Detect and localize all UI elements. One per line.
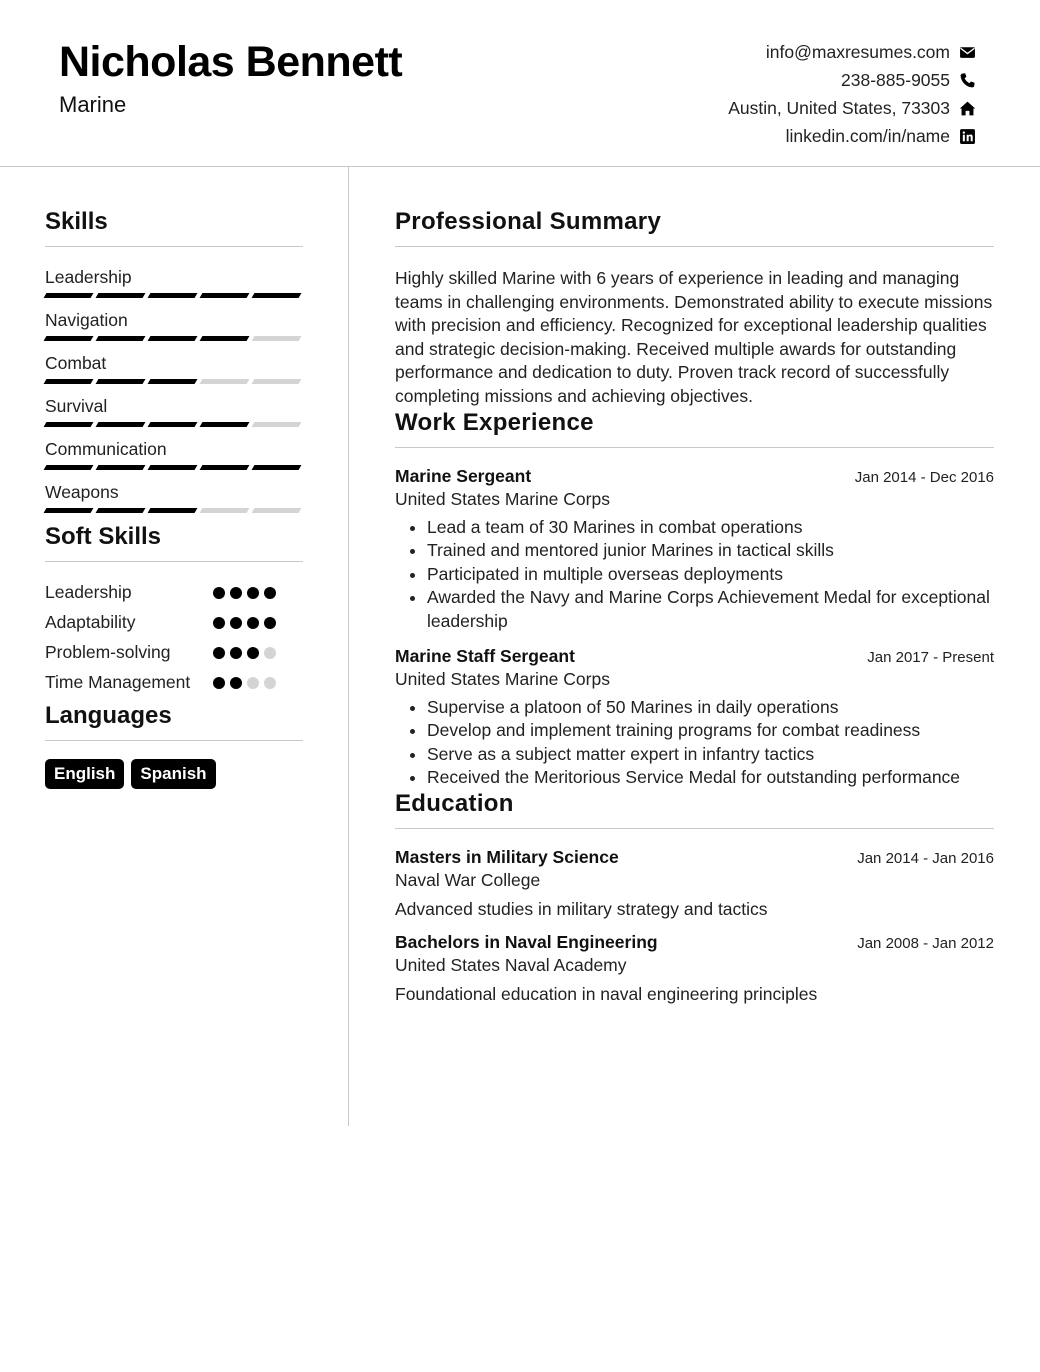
job-organization: United States Marine Corps bbox=[395, 668, 610, 689]
languages-heading: Languages bbox=[45, 702, 303, 741]
education-heading: Education bbox=[395, 790, 994, 829]
column-divider bbox=[348, 166, 349, 1126]
languages-list bbox=[45, 759, 303, 789]
rating-dot bbox=[264, 647, 276, 659]
job-bullet: • Trained and mentored junior Marines in tactical skills bbox=[427, 539, 994, 563]
skill-item bbox=[45, 480, 303, 523]
rating-dot bbox=[264, 587, 276, 599]
skill-level-segment bbox=[44, 293, 94, 298]
contact-location bbox=[728, 94, 976, 122]
skill-level-segment bbox=[252, 293, 302, 298]
school-name: United States Naval Academy bbox=[395, 954, 627, 975]
job-bullet: • Received the Meritorious Service Medal for outstanding performance bbox=[427, 766, 994, 790]
candidate-title: Marine bbox=[59, 92, 127, 117]
education-header bbox=[395, 932, 994, 953]
job-bullet: • Supervise a platoon of 50 Marines in daily operations bbox=[427, 696, 994, 720]
contact-email-text: info@maxresumes.com bbox=[765, 41, 950, 62]
skill-item bbox=[45, 437, 303, 480]
skill-level-segment bbox=[200, 379, 250, 384]
resume-header bbox=[0, 0, 1040, 167]
language-badge: Spanish bbox=[131, 759, 215, 789]
skill-level-segment bbox=[44, 465, 94, 470]
contact-linkedin[interactable] bbox=[728, 122, 976, 150]
skill-level-segment bbox=[200, 422, 250, 427]
envelope-icon bbox=[958, 43, 976, 61]
job-bullet: • Develop and implement training programs for combat readiness bbox=[427, 719, 994, 743]
skill-item bbox=[45, 351, 303, 394]
soft-skill-rating bbox=[213, 580, 276, 599]
skill-level-segment bbox=[252, 379, 302, 384]
skill-level-segment bbox=[252, 465, 302, 470]
skill-level-segment bbox=[96, 508, 146, 513]
contact-location-text: Austin, United States, 73303 bbox=[728, 97, 950, 118]
job-organization: United States Marine Corps bbox=[395, 488, 610, 509]
skill-level-bar bbox=[45, 422, 303, 427]
education-entry bbox=[395, 847, 994, 920]
skill-level-segment bbox=[148, 422, 198, 427]
summary-heading: Professional Summary bbox=[395, 208, 994, 247]
skills-list bbox=[45, 265, 303, 523]
skill-level-bar bbox=[45, 508, 303, 513]
soft-skill-item bbox=[45, 580, 303, 610]
contact-phone[interactable] bbox=[728, 66, 976, 94]
job-bullets bbox=[395, 516, 994, 634]
experience-list bbox=[395, 466, 994, 790]
job-entry bbox=[395, 646, 994, 790]
skill-item bbox=[45, 394, 303, 437]
soft-skill-name: Time Management bbox=[45, 672, 191, 692]
rating-dot bbox=[247, 677, 259, 689]
degree-name: Masters in Military Science bbox=[395, 846, 619, 867]
skill-level-segment bbox=[200, 293, 250, 298]
soft-skill-item bbox=[45, 610, 303, 640]
linkedin-icon bbox=[958, 127, 976, 145]
job-title: Marine Staff Sergeant bbox=[395, 645, 575, 666]
soft-skill-rating bbox=[213, 640, 276, 659]
soft-skill-rating bbox=[213, 670, 276, 689]
skill-level-segment bbox=[252, 508, 302, 513]
rating-dot bbox=[230, 647, 242, 659]
skill-level-bar bbox=[45, 465, 303, 470]
rating-dot bbox=[230, 617, 242, 629]
soft-skill-name: Leadership bbox=[45, 582, 132, 602]
rating-dot bbox=[213, 587, 225, 599]
soft-skill-item bbox=[45, 640, 303, 670]
skill-level-segment bbox=[96, 379, 146, 384]
skill-level-bar bbox=[45, 293, 303, 298]
skill-item bbox=[45, 265, 303, 308]
skill-level-segment bbox=[252, 422, 302, 427]
education-header bbox=[395, 847, 994, 868]
soft-skill-name: Adaptability bbox=[45, 612, 136, 632]
soft-skills-heading: Soft Skills bbox=[45, 523, 303, 562]
school-name: Naval War College bbox=[395, 869, 541, 890]
job-header bbox=[395, 646, 994, 667]
soft-skill-name: Problem-solving bbox=[45, 642, 171, 662]
job-dates: Jan 2014 - Dec 2016 bbox=[854, 468, 994, 486]
skill-level-segment bbox=[44, 508, 94, 513]
contact-linkedin-text: linkedin.com/in/name bbox=[785, 125, 950, 146]
rating-dot bbox=[213, 617, 225, 629]
job-bullet: • Serve as a subject matter expert in infantry tactics bbox=[427, 743, 994, 767]
skill-level-segment bbox=[200, 465, 250, 470]
rating-dot bbox=[230, 587, 242, 599]
skills-heading: Skills bbox=[45, 208, 303, 247]
skill-name: Survival bbox=[45, 396, 108, 416]
skill-level-segment bbox=[148, 465, 198, 470]
skill-name: Combat bbox=[45, 353, 107, 373]
rating-dot bbox=[213, 677, 225, 689]
phone-icon bbox=[958, 71, 976, 89]
rating-dot bbox=[247, 587, 259, 599]
rating-dot bbox=[247, 617, 259, 629]
skill-level-bar bbox=[45, 379, 303, 384]
job-bullet: • Lead a team of 30 Marines in combat operations bbox=[427, 516, 994, 540]
education-dates: Jan 2008 - Jan 2012 bbox=[857, 934, 994, 952]
left-column bbox=[45, 208, 303, 789]
rating-dot bbox=[213, 647, 225, 659]
language-badge: English bbox=[45, 759, 124, 789]
contact-list bbox=[728, 38, 976, 150]
job-entry bbox=[395, 466, 994, 634]
job-bullets bbox=[395, 696, 994, 790]
degree-name: Bachelors in Naval Engineering bbox=[395, 931, 658, 952]
education-description: Advanced studies in military strategy and tactics bbox=[395, 898, 768, 919]
rating-dot bbox=[264, 617, 276, 629]
job-header bbox=[395, 466, 994, 487]
job-bullet: • Participated in multiple overseas deployments bbox=[427, 563, 994, 587]
contact-email[interactable] bbox=[728, 38, 976, 66]
skill-level-segment bbox=[44, 336, 94, 341]
skill-level-bar bbox=[45, 336, 303, 341]
rating-dot bbox=[264, 677, 276, 689]
skill-name: Weapons bbox=[45, 482, 119, 502]
skill-level-segment bbox=[148, 293, 198, 298]
candidate-name: Nicholas Bennett bbox=[59, 38, 403, 86]
job-bullet: • Awarded the Navy and Marine Corps Achievement Medal for exceptional leadership bbox=[427, 586, 994, 633]
skill-name: Leadership bbox=[45, 267, 132, 287]
right-column bbox=[395, 208, 994, 1005]
job-title: Marine Sergeant bbox=[395, 465, 532, 486]
rating-dot bbox=[230, 677, 242, 689]
skill-level-segment bbox=[96, 465, 146, 470]
education-list bbox=[395, 847, 994, 1005]
home-icon bbox=[958, 99, 976, 117]
skill-level-segment bbox=[148, 379, 198, 384]
education-dates: Jan 2014 - Jan 2016 bbox=[857, 849, 994, 867]
skill-level-segment bbox=[148, 336, 198, 341]
skill-level-segment bbox=[44, 379, 94, 384]
skill-level-segment bbox=[44, 422, 94, 427]
soft-skill-rating bbox=[213, 610, 276, 629]
skill-level-segment bbox=[200, 508, 250, 513]
job-dates: Jan 2017 - Present bbox=[867, 648, 994, 666]
skill-name: Navigation bbox=[45, 310, 128, 330]
skill-level-segment bbox=[96, 336, 146, 341]
rating-dot bbox=[247, 647, 259, 659]
education-entry bbox=[395, 932, 994, 1005]
experience-heading: Work Experience bbox=[395, 409, 994, 448]
soft-skill-item bbox=[45, 670, 303, 700]
skill-level-segment bbox=[252, 336, 302, 341]
skill-name: Communication bbox=[45, 439, 167, 459]
skill-level-segment bbox=[200, 336, 250, 341]
skill-item bbox=[45, 308, 303, 351]
education-description: Foundational education in naval engineering principles bbox=[395, 983, 818, 1004]
skill-level-segment bbox=[96, 293, 146, 298]
skill-level-segment bbox=[148, 508, 198, 513]
soft-skills-list bbox=[45, 580, 303, 700]
contact-phone-text: 238-885-9055 bbox=[841, 69, 950, 90]
summary-text: Highly skilled Marine with 6 years of experience in leading and managing teams in challenging environments. Demonstrated ability to execute missions with precision and efficiency. Recognized for exceptional leadership qualities and strategic decision-making. Received multiple awards for outstanding performance and dedication to duty. Proven track record of successfully completing missions and achieving objectives. bbox=[395, 268, 993, 406]
skill-level-segment bbox=[96, 422, 146, 427]
